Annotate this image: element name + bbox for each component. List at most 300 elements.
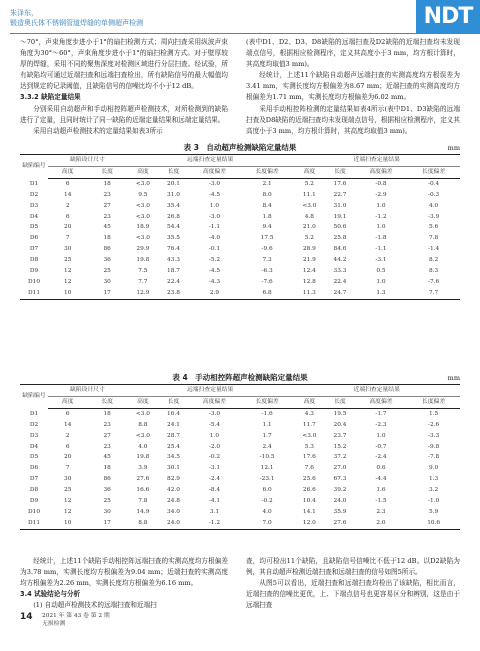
table-cell: 22.4 [333,278,347,285]
table-cell: 20.4 [333,421,347,428]
table-cell: 12 [64,508,72,515]
table-cell: 6 [65,180,70,187]
table-cell: 1.3 [355,288,408,299]
table-cell: 5.9 [429,508,439,515]
table-cell: 3.9 [138,465,148,472]
table-cell: 1.0 [376,278,386,285]
table-cell: 22.7 [333,191,347,198]
table-cell: -1.2 [188,518,241,529]
table-row [20,496,460,507]
left-column-top [20,37,228,137]
table-3-grid [20,154,460,300]
table-cell: 24.7 [325,288,354,299]
table-cell: -3.0 [208,180,221,187]
defect-id-cell: D4 [29,213,39,220]
table-4-unit: mm [447,374,460,382]
table-cell: 12 [64,268,72,275]
sub-header: 长度 [159,166,188,178]
table-cell: -2.6 [428,421,440,428]
table-cell: 8.2 [429,257,439,264]
right-column-bottom [246,556,460,611]
table-cell: 10 [48,518,87,529]
table-cell: 21.0 [302,224,316,231]
defect-id-cell: D11 [20,288,48,299]
table-cell: 6 [65,213,70,220]
table-cell: 18.9 [136,224,150,231]
table-row [20,288,460,299]
table-row [20,452,460,463]
defect-id-cell: D1 [29,180,39,187]
table-3-title: 表 3 自动超声检测缺陷定量结果 [183,143,297,152]
table-cell: 19.8 [136,257,150,264]
table-cell: 84.6 [333,246,347,253]
table-cell: 27 [103,432,111,439]
table-cell: -2.3 [375,421,387,428]
table-cell: 9.5 [138,191,148,198]
table-cell: 45 [103,454,111,461]
paragraph: 经统计，上述11个缺陷自动超声远端扫查的实测高度均方根误差为3.41 mm，实测长度均方根偏差为8.67 mm；近端扫查的实测高度均方根偏差为1.71 mm，实测长度均方根偏差为6.02 mm。 [246,71,460,102]
table-cell: 26.8 [167,213,180,220]
table-cell: 25 [64,257,72,264]
defect-id-cell: D6 [29,465,39,472]
table-cell: -0.2 [261,498,273,505]
table-cell: 23 [103,443,111,450]
paragraph: 从图5可以看出，近端扫查和远端扫查均检出了该缺陷，相比而言，近端扫查的信噪比更优，上、下端点信号也更容易区分和辨别，这是由于远端扫查 [246,579,460,610]
header-title: 锻造奥氏体不锈钢管道焊缝的单侧超声检测 [10,19,143,27]
ndt-logo: NDT [416,0,480,34]
table-cell: 18.7 [167,268,180,275]
table-cell: -2.4 [208,476,221,483]
table-cell: 5.6 [429,224,439,231]
table-row [20,233,460,244]
defect-id-cell: D7 [29,246,39,253]
table-row [20,474,460,485]
group-near-header: 近端扫查定量结果 [293,155,460,167]
sub-header: 长度 [87,166,126,178]
table-cell: 14.1 [302,508,316,515]
sub-header: 长度偏差 [407,396,460,408]
table-cell: 39.2 [333,487,347,494]
table-cell: 2 [65,432,70,439]
table-row [20,244,460,255]
table-cell: -4.5 [208,268,221,275]
sub-header: 高度 [293,396,325,408]
table-cell: -0.4 [428,180,440,187]
table-cell: -0.2 [208,454,221,461]
sub-header: 高度偏差 [188,166,241,178]
table-cell: 4.0 [262,508,272,515]
table-cell: -4.1 [208,498,221,505]
table-cell: -5.4 [208,421,221,428]
table-cell: 10.6 [407,518,460,529]
table-cell: 26.6 [302,487,316,494]
table-cell: 17.5 [260,235,274,242]
defect-id-cell: D10 [27,508,41,515]
table-cell: 42.0 [167,487,180,494]
defect-id-cell: D5 [29,224,39,231]
table-row [20,190,460,201]
sub-header: 高度 [293,166,325,178]
table-cell: 30 [103,278,111,285]
table-cell: 27.6 [136,476,150,483]
group-design-header: 缺陷设计尺寸 [48,155,127,167]
table-cell: 28.9 [302,246,316,253]
sub-header: 高度 [48,396,87,408]
table-row [20,212,460,223]
table-cell: 82.9 [167,476,180,483]
table-row [20,485,460,496]
table-cell: 30 [103,508,111,515]
table-cell: 5.3 [304,443,314,450]
table-cell: 2.4 [262,443,272,450]
col-defect-header: 缺陷编号 [20,385,48,409]
table-cell: 36 [103,487,111,494]
table-cell: 21.9 [302,257,316,264]
table-4-caption [20,372,460,384]
table-cell: -0.8 [375,180,387,187]
table-cell: 17 [87,518,126,529]
table-cell: 2.1 [262,180,272,187]
table-cell: 8.4 [262,202,272,209]
table-cell: -9.8 [428,443,440,450]
paragraph: 分别采用自动超声和手动相控阵超声检测技术，对所检测到的缺陷进行了定量，且同时统计了同一缺陷的近端定量结果和远端定量结果。 [20,104,228,124]
table-row [20,431,460,442]
table-cell: 5.2 [304,180,314,187]
table-cell: -4.0 [208,235,221,242]
table-cell: -7.6 [261,278,273,285]
group-far-header: 远端扫查定量结果 [127,385,294,397]
group-design-header: 缺陷设计尺寸 [48,385,127,397]
table-cell: 23.7 [333,432,347,439]
table-cell: 6 [65,410,70,417]
table-cell: -2.4 [375,454,387,461]
page-footer [20,612,110,628]
table-cell: 1.6 [376,487,386,494]
sub-header: 长度偏差 [407,166,460,178]
table-cell: 7.0 [241,518,294,529]
table-cell: 6 [65,443,70,450]
table-cell: 18 [103,410,111,417]
table-cell: 23 [103,421,111,428]
table-cell: -9.6 [261,246,273,253]
table-cell: 23 [103,191,111,198]
table-cell: 8.0 [262,191,272,198]
table-cell: -7.6 [428,278,440,285]
table-cell: 2 [65,202,70,209]
table-cell: -3.3 [428,432,440,439]
defect-id-cell: D7 [29,476,39,483]
table-cell: 28.7 [167,432,180,439]
table-cell: 24.0 [159,518,188,529]
table-cell: <3.0 [135,202,150,209]
table-cell: 19.8 [136,454,150,461]
table-cell: 12.1 [260,465,274,472]
paragraph: (表中D1、D2、D3、D8缺陷的远端扫查及D2缺陷的近端扫查均未发现端点信号，根据相应检测程序，定义其高度小于3 mm，均方根计算时，其高度均取值3 mm)。 [246,38,460,69]
table-cell: 11.7 [302,421,316,428]
table-cell: 86 [103,476,111,483]
table-cell: <3.0 [302,202,317,209]
table-cell: -1.4 [428,246,440,253]
table-cell: 25 [103,498,111,505]
table-cell: -2.0 [208,443,221,450]
defect-id-cell: D6 [29,235,39,242]
table-cell: 12.0 [293,518,325,529]
table-cell: 7.8 [138,498,148,505]
table-cell: 17 [87,288,126,299]
table-cell: 1.0 [376,202,386,209]
table-cell: 25.4 [167,443,180,450]
table-cell: 2.3 [376,508,386,515]
table-row [20,518,460,529]
table-cell: 1.5 [429,410,439,417]
table-cell: 33.3 [333,268,347,275]
table-cell: 30 [64,246,72,253]
table-cell: 12.9 [127,288,159,299]
table-cell: 10 [48,288,87,299]
table-cell: 4.0 [429,202,439,209]
table-cell: 30.1 [167,465,180,472]
table-cell: 15.2 [333,443,347,450]
table-cell: 17.6 [333,180,347,187]
table-cell: 54.4 [167,224,180,231]
table-cell: 35.9 [333,508,347,515]
group-far-header: 远端扫查定量结果 [127,155,294,167]
journal-name: 无损检测 [42,621,66,627]
table-cell: -0.3 [428,191,440,198]
table-row [20,178,460,189]
table-cell: 1.0 [376,224,386,231]
sub-header: 长度 [159,396,188,408]
table-cell: 25 [64,487,72,494]
defect-id-cell: D3 [29,432,39,439]
table-cell: -23.1 [259,476,275,483]
table-cell: 27 [103,202,111,209]
table-cell: 1.7 [262,432,272,439]
table-cell: -1.5 [375,498,387,505]
table-cell: -1.6 [261,410,273,417]
table-cell: 67.3 [333,476,347,483]
table-cell: 35.5 [167,235,180,242]
page-number: 14 [20,612,33,622]
table-cell: 45 [103,224,111,231]
table-cell: 9.4 [262,224,272,231]
table-cell: -0.7 [375,443,387,450]
table-cell: 31.0 [333,202,347,209]
table-cell: 7.7 [407,288,460,299]
table-3-unit: mm [447,144,460,152]
table-cell: -1.7 [375,410,387,417]
defect-id-cell: D4 [29,443,39,450]
table-cell: -10.5 [259,454,275,461]
table-cell: -1.0 [428,498,440,505]
table-cell: 10.4 [302,498,316,505]
table-cell: 7.6 [304,465,314,472]
table-cell: 16.4 [167,410,180,417]
issue-line: 2021 年 第 43 卷 第 2 期 [42,613,110,619]
defect-id-cell: D2 [29,421,39,428]
table-cell: 2.0 [355,518,408,529]
table-cell: 7.7 [138,278,148,285]
table-cell: 9.0 [429,465,439,472]
table-cell: 1.0 [209,202,220,209]
table-cell: 7.3 [262,257,272,264]
table-cell: -3.0 [208,410,221,417]
table-cell: 12.4 [302,268,316,275]
table-cell: -4.4 [375,476,387,483]
table-row [20,507,460,518]
table-cell: 36 [103,257,111,264]
table-cell: 12 [64,498,72,505]
defect-id-cell: D8 [29,257,39,264]
table-cell: 1.0 [209,432,220,439]
table-cell: 12 [64,278,72,285]
table-cell: 18 [103,180,111,187]
table-cell: -6.3 [261,268,273,275]
paragraph: ～70°，声束角度步进小于1°的扇扫检测方式；周向扫查采用纵波声束角度为30°～60°，声束角度步进小于1°的扇扫检测方式。对于壁厚较厚的焊缝，采用不同的聚焦深度对检测区域进行分层扫查。经试验，所有缺陷均可通过近端扫查和远端扫查检出，所有缺陷信号的最大幅值均达到规定的记录阈值，且缺陷信号的信噪比均不小于12 dB。 [20,38,228,91]
table-cell: -1.8 [375,235,387,242]
sub-header: 长度偏差 [241,396,294,408]
table-cell: 25 [103,268,111,275]
table-cell: 27.0 [333,465,347,472]
header-divider [10,33,416,34]
table-cell: 19.5 [333,410,347,417]
table-cell: -8.4 [208,487,221,494]
table-cell: 34.5 [167,454,180,461]
defect-id-cell: D11 [20,518,48,529]
table-row [20,266,460,277]
table-row [20,420,460,431]
table-cell: 44.2 [333,257,347,264]
table-4-title: 表 4 手动相控阵超声检测缺陷定量结果 [172,373,308,382]
table-cell: 23 [103,213,111,220]
table-cell: 20 [64,224,72,231]
table-row [20,463,460,474]
table-cell: 4.3 [304,410,314,417]
table-cell: -4.3 [208,278,221,285]
table-row [20,222,460,233]
table-cell: 0.6 [376,465,386,472]
defect-id-cell: D9 [29,268,39,275]
table-cell: 22.4 [167,278,180,285]
table-cell: 4.0 [138,443,148,450]
paragraph: (1) 自动超声检测技术的远端扫查和近端扫 [33,601,157,610]
table-cell: 11.1 [302,191,316,198]
defect-id-cell: D10 [27,278,41,285]
table-cell: 11.3 [293,288,325,299]
table-cell: 7.8 [429,235,439,242]
table-cell: -5.2 [208,257,221,264]
table-cell: 29.9 [136,246,150,253]
table-cell: 6.0 [262,487,272,494]
table-cell: 7 [65,465,70,472]
sub-header: 长度偏差 [241,166,294,178]
section-heading: 3.3.2 缺陷定量结果 [20,93,81,102]
table-cell: 1.1 [262,421,272,428]
table-cell: 50.6 [333,224,347,231]
paragraph: 经统计，上述11个缺陷手动相控阵远端扫查的实测高度均方根偏差为3.78 mm，实测长度均方根偏差为9.04 mm；近端扫查的实测高度均方根偏差为2.26 mm，实测长度均方根偏差为6.16 mm。 [20,557,228,588]
header-authors: 朱泽东， [10,9,38,17]
page-header [0,0,480,34]
sub-header: 高度 [127,396,159,408]
table-cell: 23.8 [159,288,188,299]
table-cell: -3.9 [428,213,440,220]
table-cell: -7.8 [428,454,440,461]
table-cell: 14 [64,191,72,198]
table-cell: -1.1 [375,246,387,253]
table-cell: 3.1 [209,508,220,515]
table-cell: 76.4 [167,246,180,253]
table-cell: 20.1 [167,180,180,187]
table-cell: 14.9 [136,508,150,515]
table-cell: 27.6 [325,518,354,529]
table-cell: 37.2 [333,454,347,461]
table-cell: 14 [64,421,72,428]
table-row [20,255,460,266]
defect-id-cell: D2 [29,191,39,198]
table-cell: <3.0 [135,410,150,417]
left-column-bottom [20,556,228,611]
sub-header: 高度 [127,166,159,178]
table-cell: <3.0 [135,213,150,220]
table-cell: -3.0 [208,213,221,220]
table-cell: 16.6 [136,487,150,494]
table-cell: 0.5 [376,268,386,275]
table-cell: 17.6 [302,454,316,461]
table-row [20,442,460,453]
table-cell: 25.6 [302,476,316,483]
table-row [20,408,460,419]
col-defect-header: 缺陷编号 [20,155,48,179]
table-cell: <3.0 [135,235,150,242]
table-cell: 1.8 [262,213,272,220]
table-cell: -2.9 [375,191,387,198]
journal-issue [42,612,110,628]
table-cell: 43.3 [167,257,180,264]
sub-header: 长度 [87,396,126,408]
table-cell: -3.1 [208,465,221,472]
table-cell: 24.1 [167,421,180,428]
table-row [20,201,460,212]
table-cell: -1.1 [208,224,221,231]
table-cell: 24.8 [167,498,180,505]
table-4-grid [20,384,460,530]
table-cell: 86 [103,246,111,253]
right-column-top [246,37,460,137]
table-cell: 19.1 [333,213,347,220]
table-cell: 8.8 [138,421,148,428]
table-3-caption [20,142,460,154]
table-cell: 1.0 [376,432,386,439]
sub-header: 高度偏差 [188,396,241,408]
sub-header: 高度偏差 [355,396,408,408]
section-heading: 3.4 试验结论与分析 [20,590,81,599]
table-cell: 25.8 [333,235,347,242]
table-cell: 31.0 [167,191,180,198]
sub-header: 高度偏差 [355,166,408,178]
defect-id-cell: D1 [29,410,39,417]
table-cell: 8.8 [127,518,159,529]
table-cell: 5.2 [304,235,314,242]
table-cell: 12.8 [302,278,316,285]
paragraph: 采用自动超声检测技术的定量结果如表3所示 [33,126,163,135]
sub-header: 长度 [325,166,354,178]
table-cell: 8.3 [429,268,439,275]
table-cell: 7.5 [138,268,148,275]
table-4 [20,372,460,530]
defect-id-cell: D5 [29,454,39,461]
table-cell: <3.0 [135,432,150,439]
paragraph: 采用手动相控阵检测的定量结果如表4所示(表中D1、D3缺陷的远端扫查及D8缺陷的近端扫查均未发现端点信号，根据相应检测程序，定义其高度小于3 mm，均方根计算时，其高度均取值3 mm)。 [246,104,460,135]
